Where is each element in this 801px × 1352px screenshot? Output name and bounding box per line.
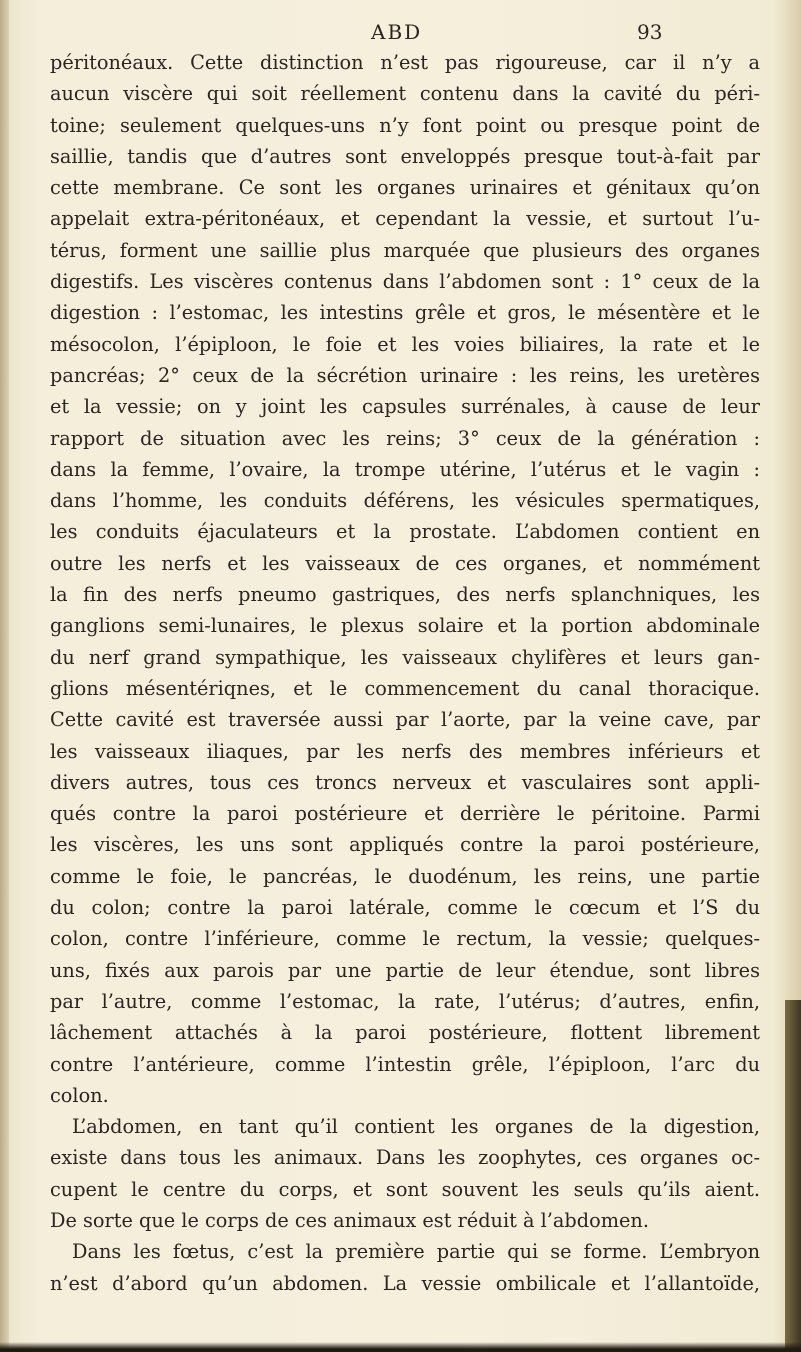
page-header <box>0 20 801 46</box>
text-line: qués contre la paroi postérieure et derrière le péritoine. Parmi <box>50 802 760 826</box>
text-line: Dans les fœtus, c’est la première partie qui se forme. L’embryon <box>72 1240 760 1264</box>
text-line: n’est d’abord qu’un abdomen. La vessie ombilicale et l’allantoïde, <box>50 1271 760 1295</box>
text-line: colon, contre l’inférieure, comme le rectum, la vessie; quelques- <box>50 927 760 951</box>
text-line: péritonéaux. Cette distinction n’est pas rigoureuse, car il n’y a <box>50 51 760 74</box>
text-line: cupent le centre du corps, et sont souvent les seuls qu’ils aient. <box>50 1177 760 1201</box>
text-line: mésocolon, l’épiploon, le foie et les voies biliaires, la rate et le <box>50 332 760 356</box>
text-line: et la vessie; on y joint les capsules surrénales, à cause de leur <box>50 395 760 419</box>
text-line: dans l’homme, les conduits déférens, les vésicules spermatiques, <box>50 489 760 513</box>
text-line: cette membrane. Ce sont les organes urinaires et génitaux qu’on <box>50 176 760 200</box>
text-line: térus, forment une saillie plus marquée que plusieurs des organes <box>50 238 760 262</box>
text-line: saillie, tandis que d’autres sont enveloppés presque tout-à-fait par <box>50 144 760 168</box>
text-line: les conduits éjaculateurs et la prostate. L’abdomen contient en <box>50 520 760 544</box>
text-line: du nerf grand sympathique, les vaisseaux chylifères et leurs gan- <box>50 645 760 669</box>
body-text <box>50 47 760 1299</box>
text-line: colon. <box>50 1083 109 1107</box>
text-line: Cette cavité est traversée aussi par l’aorte, par la veine cave, par <box>50 708 760 732</box>
text-line: les vaisseaux iliaques, par les nerfs des membres inférieurs et <box>50 739 760 763</box>
page-gutter-shadow <box>0 0 9 1352</box>
text-line: outre les nerfs et les vaisseaux de ces organes, et nommément <box>50 551 760 575</box>
running-title: ABD <box>371 20 423 44</box>
text-line: dans la femme, l’ovaire, la trompe utérine, l’utérus et le vagin : <box>50 457 760 481</box>
text-line: les viscères, les uns sont appliqués contre la paroi postérieure, <box>50 833 760 857</box>
page-bottom-shadow <box>0 1342 801 1352</box>
text-line: pancréas; 2° ceux de la sécrétion urinaire : les reins, les uretères <box>50 363 760 387</box>
text-line: uns, fixés aux parois par une partie de leur étendue, sont libres <box>50 958 760 982</box>
text-line: digestifs. Les viscères contenus dans l’abdomen sont : 1° ceux de la <box>50 270 760 294</box>
text-line: la fin des nerfs pneumo gastriques, des nerfs splanchniques, les <box>50 583 760 607</box>
text-line: De sorte que le corps de ces animaux est réduit à l’abdomen. <box>50 1208 649 1232</box>
page-number: 93 <box>637 20 663 44</box>
text-line: aucun viscère qui soit réellement contenu dans la cavité du péri- <box>50 82 760 106</box>
text-line: L’abdomen, en tant qu’il contient les organes de la digestion, <box>72 1115 760 1139</box>
text-line: du colon; contre la paroi latérale, comme le cœcum et l’S du <box>50 896 760 920</box>
text-line: rapport de situation avec les reins; 3° ceux de la génération : <box>50 426 760 450</box>
text-line: comme le foie, le pancréas, le duodénum, les reins, une partie <box>50 864 760 888</box>
text-line: glions mésentériqnes, et le commencement du canal thoracique. <box>50 676 760 700</box>
text-line: contre l’antérieure, comme l’intestin grêle, l’épiploon, l’arc du <box>50 1052 760 1076</box>
text-line: ganglions semi-lunaires, le plexus solaire et la portion abdominale <box>50 614 760 638</box>
text-line: par l’autre, comme l’estomac, la rate, l’utérus; d’autres, enfin, <box>50 989 760 1013</box>
text-line: divers autres, tous ces troncs nerveux et vasculaires sont appli- <box>50 770 760 794</box>
text-line: digestion : l’estomac, les intestins grêle et gros, le mésentère et le <box>50 301 760 325</box>
text-line: toine; seulement quelques-uns n’y font point ou presque point de <box>50 113 760 137</box>
text-line: appelait extra-péritonéaux, et cependant la vessie, et surtout l’u- <box>50 207 760 231</box>
text-line: existe dans tous les animaux. Dans les zoophytes, ces organes oc- <box>50 1146 760 1170</box>
book-spine-strip <box>785 1000 801 1352</box>
text-line: lâchement attachés à la paroi postérieure, flottent librement <box>50 1021 760 1045</box>
